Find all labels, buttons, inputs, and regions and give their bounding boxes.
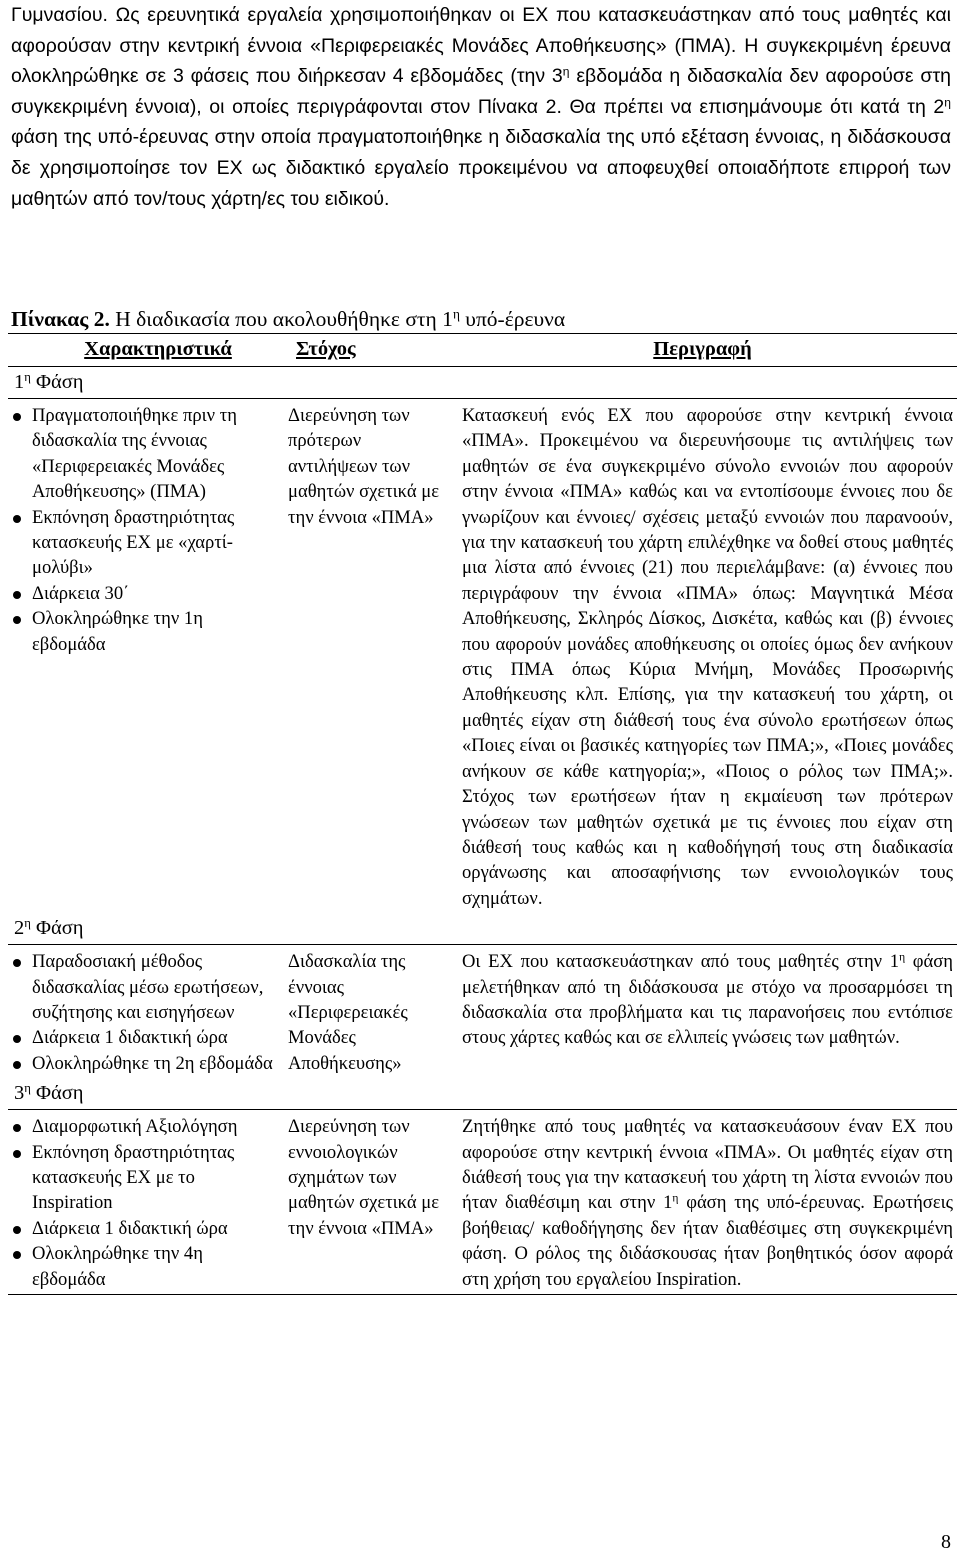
phase-features-2 bbox=[8, 945, 278, 1079]
header-description: Περιγραφή bbox=[448, 334, 957, 367]
phase-row-3 bbox=[8, 1078, 957, 1110]
feature-item: Διάρκεια 1 διδακτική ώρα bbox=[8, 1025, 274, 1050]
feature-item: Ολοκληρώθηκε την 1η εβδομάδα bbox=[8, 606, 274, 657]
phase-description-1 bbox=[448, 399, 957, 914]
description-superscript: η bbox=[672, 1193, 679, 1206]
description-text: Οι ΕΧ που κατασκευάστηκαν από τους μαθητές στην 1 bbox=[462, 951, 900, 973]
phase-goal-2: Διδασκαλία της έννοιας «Περιφερειακές Μονάδες Αποθήκευσης» bbox=[288, 951, 408, 1074]
feature-list bbox=[8, 949, 274, 1076]
phase-title-2 bbox=[8, 913, 957, 945]
header-features: Χαρακτηριστικά bbox=[8, 334, 278, 367]
phase-number: 1 bbox=[14, 371, 25, 393]
phase-description-2 bbox=[448, 945, 957, 1079]
feature-item: Ολοκληρώθηκε τη 2η εβδομάδα bbox=[8, 1051, 274, 1076]
phase-title-1 bbox=[8, 367, 957, 399]
intro-text-1: Γυμνασίου. Ως ερευνητικά εργαλεία χρησιμοποιήθηκαν οι ΕΧ που κατασκευάστηκαν από τους μαθητές και αφορούσαν στην κεντρική έννοια «Περιφερειακές Μονάδες Αποθήκευσης» (ΠΜΑ). Η συγκεκριμένη έρευνα ολοκληρώθηκε σε 3 φάσεις που διήρκεσαν 4 εβδομάδες (την 3 bbox=[11, 4, 951, 88]
intro-superscript-1: η bbox=[562, 64, 570, 79]
phase-superscript: η bbox=[24, 916, 31, 931]
intro-text-2: εβδομάδα η διδασκαλία δεν αφορούσε στη συγκεκριμένη έννοια), οι οποίες περιγράφονται στον Πίνακα 2. Θα πρέπει να επισημάνουμε ότι κατά τη 2 bbox=[11, 65, 952, 118]
phase-superscript: η bbox=[24, 1081, 31, 1096]
table-caption-text-a: Η διαδικασία που ακολουθήθηκε στη 1 bbox=[109, 307, 453, 331]
phase-number: 2 bbox=[14, 917, 25, 940]
feature-item: Εκπόνηση δραστηριότητας κατασκευής ΕΧ με «χαρτί-μολύβι» bbox=[8, 505, 274, 581]
feature-item: Διάρκεια 30΄ bbox=[8, 581, 274, 606]
feature-item: Διάρκεια 1 διδακτική ώρα bbox=[8, 1216, 274, 1241]
table-header-row bbox=[8, 334, 957, 367]
procedure-table bbox=[8, 333, 957, 1295]
table-caption-text-b: υπό-έρευνα bbox=[459, 307, 566, 331]
phase-features-3 bbox=[8, 1110, 278, 1295]
page-number: 8 bbox=[941, 1531, 951, 1553]
phase-description-3 bbox=[448, 1110, 957, 1295]
intro-paragraph bbox=[11, 0, 951, 214]
feature-item: Ολοκληρώθηκε την 4η εβδομάδα bbox=[8, 1241, 274, 1292]
feature-item: Πραγματοποιήθηκε πριν τη διδασκαλία της έννοιας «Περιφερειακές Μονάδες Αποθήκευσης» (ΠΜΑ) bbox=[8, 403, 274, 505]
description-text-continued: φάση μελετήθηκαν από τη διδάσκουσα με στόχο να προσαρμόσει τη διδασκαλία στα προβλήματα και τις παρανοήσεις που εντόπισε στους χάρτες καθώς και σε ελλιπείς γνώσεις των μαθητών. bbox=[462, 951, 953, 1049]
table-caption-label: Πίνακας 2. bbox=[11, 307, 110, 331]
phase-goal-3: Διερεύνηση των εννοιολογικών σχημάτων των μαθητών σχετικά με την έννοια «ΠΜΑ» bbox=[278, 1110, 448, 1295]
phase-body-1 bbox=[8, 399, 957, 914]
intro-superscript-2: η bbox=[944, 95, 951, 110]
description-text: Ζητήθηκε από τους μαθητές να κατασκευάσουν έναν ΕΧ που αφορούσε στην κεντρική έννοια «ΠΜΑ». Οι μαθητές είχαν στη διάθεσή τους για την κατασκευή του χάρτη τη λίστα εννοιών που ήταν διαθέσιμη και στην 1 bbox=[462, 1116, 953, 1214]
phase-body-2 bbox=[8, 945, 957, 1079]
description-text: Κατασκευή ενός ΕΧ που αφορούσε στην κεντρική έννοια «ΠΜΑ». Προκειμένου να διερευνήσουμε τις αντιλήψεις των μαθητών σε ένα συγκεκριμένο σύνολο εννοιών που αφορούν στην έννοια «ΠΜΑ» καθώς και να εντοπίσουμε έννοιες που δε γνωρίζουν και έννοιες/ σχέσεις μεταξύ εννοιών που παρανοούν, για την κατασκευή του χάρτη επιλέχθηκε να δοθεί στους μαθητές μια λίστα από έννοιες (21) που περιελάμβανε: (α) έννοιες που περιγράφουν την έννοια «ΠΜΑ» όπως: Μαγνητικά Μέσα Αποθήκευσης, Σκληρός Δίσκος, Δισκέτα, καθώς και (β) έννοιες που αφορούν μονάδες αποθήκευσης οι οποίες όμως δεν ανήκουν στις ΠΜΑ όπως Κύρια Μνήμη, Μονάδες Προσωρινής Αποθήκευσης κλπ. Επίσης, για την κατασκευή του χάρτη, οι μαθητές είχαν στη διάθεσή τους ένα σύνολο ερωτήσεων όπως «Ποιες είναι οι βασικές κατηγορίες των ΠΜΑ;», «Ποιες μονάδες ανήκουν σε κάθε κατηγορία;», «Ποιος ο ρόλος των ΠΜΑ;». Στόχος των ερωτήσεων ήταν η εκμαίευση των πρότερων γνώσεων των μαθητών σχετικά με τις έννοιες που είχαν στη διάθεσή τους καθώς και η καθοδήγησή τους στη διαδικασία οργάνωσης και αποσαφήνισης των εννοιολογικών τους σχημάτων. bbox=[462, 405, 953, 909]
phase-superscript: η bbox=[24, 370, 31, 385]
feature-item: Διαμορφωτική Αξιολόγηση bbox=[8, 1114, 274, 1139]
phase-row-1 bbox=[8, 367, 957, 399]
feature-list bbox=[8, 403, 274, 657]
feature-list bbox=[8, 1114, 274, 1292]
phase-body-3 bbox=[8, 1110, 957, 1295]
phase-features-1 bbox=[8, 399, 278, 914]
table-caption-superscript: η bbox=[452, 306, 460, 322]
phase-number: 3 bbox=[14, 1082, 25, 1105]
description-text-continued: φάση της υπό-έρευνας. Ερωτήσεις βοήθειας/ καθοδήγησης δεν ήταν διαθέσιμες στη συγκεκριμένη φάση. Ο ρόλος της διδάσκουσας ήταν βοηθητικός όσον αφορά στη χρήση του εργαλείου Inspiration. bbox=[462, 1192, 954, 1290]
phase-word: Φάση bbox=[30, 917, 84, 940]
intro-text-3: φάση της υπό-έρευνας στην οποία πραγματοποιήθηκε η διδασκαλία της υπό εξέταση έννοιας, η διδάσκουσα δε χρησιμοποίησε τον ΕΧ ως διδακτικό εργαλείο προκειμένου να αποφευχθεί οποιαδήποτε επιρροή των μαθητών από τον/τους χάρτη/ες του ειδικού. bbox=[11, 126, 951, 210]
phase-row-2 bbox=[8, 913, 957, 945]
phase-goal-1: Διερεύνηση των πρότερων αντιλήψεων των μαθητών σχετικά με την έννοια «ΠΜΑ» bbox=[288, 405, 440, 528]
feature-item: Παραδοσιακή μέθοδος διδασκαλίας μέσω ερωτήσεων, συζήτησης και εισηγήσεων bbox=[8, 949, 274, 1025]
phase-word: Φάση bbox=[30, 1082, 84, 1105]
description-superscript: η bbox=[899, 951, 906, 964]
feature-item: Εκπόνηση δραστηριότητας κατασκευής ΕΧ με το Inspiration bbox=[8, 1140, 274, 1216]
header-goal: Στόχος bbox=[278, 334, 448, 367]
phase-title-3 bbox=[8, 1078, 957, 1110]
table-caption bbox=[11, 304, 951, 334]
phase-word: Φάση bbox=[30, 371, 84, 393]
